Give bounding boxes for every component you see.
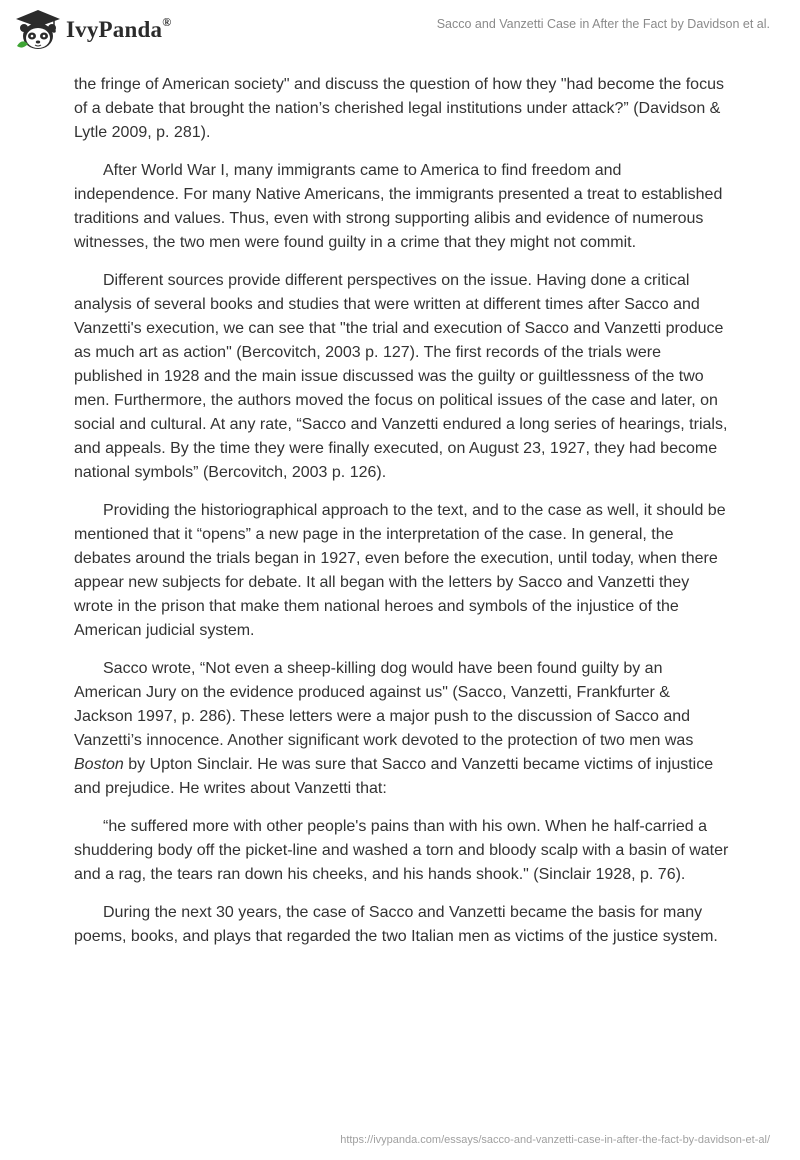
ivypanda-logo[interactable] (14, 8, 171, 52)
block-quote: “he suffered more with other people's pains than with his own. When he half-carried a shuddering body off the picket-line and washed a torn and bloody scalp with a basin of water and a rag, the tears ran down his cheeks, and his hands shook." (Sinclair 1928, p. 76). (74, 818, 729, 883)
essay-body (74, 73, 730, 963)
paragraph-5-text-after: by Upton Sinclair. He was sure that Sacco and Vanzetti became victims of injustice and prejudice. He writes about Vanzetti that: (74, 756, 714, 797)
paragraph-5 (74, 657, 730, 801)
paragraph-1: the fringe of American society" and discuss the question of how they "had become the focus of a debate that brought the nation’s cherished legal institutions under attack?” (Davidson & Lytle 2009, p. 281). (74, 76, 724, 141)
page-header (0, 0, 800, 70)
paragraph-5-text-before: Sacco wrote, “Not even a sheep-killing dog would have been found guilty by an American Jury on the evidence produced against us" (Sacco, Vanzetti, Frankfurter & Jackson 1997, p. 286). These letters were a major push to the discussion of Sacco and Vanzetti’s innocence. Another significant work devoted to the protection of two men was (74, 660, 694, 749)
book-title-boston: Boston (74, 756, 124, 773)
source-url[interactable]: https://ivypanda.com/essays/sacco-and-vanzetti-case-in-after-the-fact-by-davidson-et-al/ (340, 1134, 770, 1146)
registered-mark: ® (162, 15, 172, 29)
document-title: Sacco and Vanzetti Case in After the Fact by Davidson et al. (436, 17, 770, 31)
brand-name: IvyPanda® (66, 15, 172, 42)
panda-graduate-icon (14, 8, 62, 52)
paragraph-6: During the next 30 years, the case of Sacco and Vanzetti became the basis for many poems, books, and plays that regarded the two Italian men as victims of the justice system. (74, 904, 718, 945)
paragraph-3: Different sources provide different perspectives on the issue. Having done a critical analysis of several books and studies that were written at different times after Sacco and Vanzetti's execution, we can see that "the trial and execution of Sacco and Vanzetti produce as much art as action" (Bercovitch, 2003 p. 127). The first records of the trials were published in 1928 and the main issue discussed was the guilty or guiltlessness of the two men. Furthermore, the authors moved the focus on political issues of the case and later, on social and cultural. At any rate, “Sacco and Vanzetti endured a long series of hearings, trials, and appeals. By the time they were finally executed, on August 23, 1927, they had become national symbols” (Bercovitch, 2003 p. 126). (74, 272, 728, 481)
paragraph-2: After World War I, many immigrants came to America to find freedom and independence. For many Native Americans, the immigrants presented a treat to established traditions and values. Thus, even with strong supporting alibis and evidence of numerous witnesses, the two men were found guilty in a crime that they might not commit. (74, 162, 723, 251)
paragraph-4: Providing the historiographical approach to the text, and to the case as well, it should be mentioned that it “opens” a new page in the interpretation of the case. In general, the debates around the trials began in 1927, even before the execution, until today, when there appear new subjects for debate. It all began with the letters by Sacco and Vanzetti they wrote in the prison that make them national heroes and symbols of the injustice of the American judicial system. (74, 502, 726, 639)
